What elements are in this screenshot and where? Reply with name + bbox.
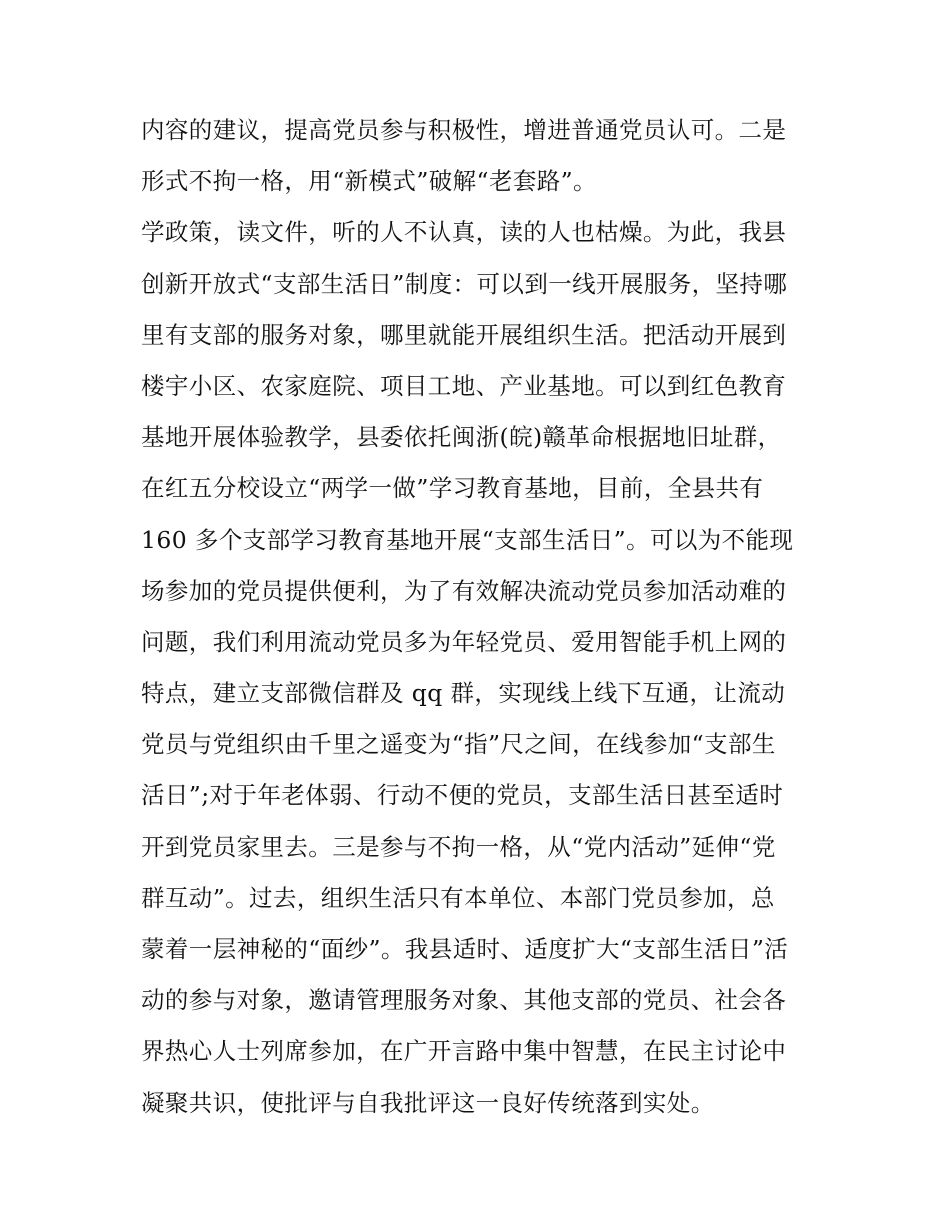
- text-line-7: 基地开展体验教学，县委依托闽浙(皖)赣革命根据地旧址群，: [141, 423, 782, 452]
- text-line-3: 学政策，读文件，听的人不认真，读的人也枯燥。为此，我县: [141, 218, 787, 247]
- text-line-8: 在红五分校设立“两学一做”学习教育基地，目前，全县共有: [141, 474, 764, 503]
- text-line-11: 问题，我们利用流动党员多为年轻党员、爱用智能手机上网的: [141, 627, 787, 656]
- text-line-2: 形式不拘一格，用“新模式”破解“老套路”。: [141, 167, 597, 196]
- text-line-20: 凝聚共识，使批评与自我批评这一良好传统落到实处。: [141, 1088, 715, 1117]
- text-line-17: 蒙着一层神秘的“面纱”。我县适时、适度扩大“支部生活日”活: [141, 935, 789, 963]
- text-line-13: 党员与党组织由千里之遥变为“指”尺之间，在线参加“支部生: [141, 730, 776, 759]
- text-line-14: 活日”;对于年老体弱、行动不便的党员，支部生活日甚至适时: [141, 781, 784, 810]
- body-text: [141, 105, 841, 1129]
- text-line-19: 界热心人士列席参加，在广开言路中集中智慧，在民主讨论中: [141, 1037, 787, 1066]
- text-line-9: 160 多个支部学习教育基地开展“支部生活日”。可以为不能现: [141, 525, 794, 554]
- text-line-1: 内容的建议，提高党员参与积极性，增进普通党员认可。二是: [141, 116, 787, 144]
- text-line-16: 群互动”。过去，组织生活只有本单位、本部门党员参加，总: [141, 883, 775, 912]
- text-line-15: 开到党员家里去。三是参与不拘一格，从“党内活动”延伸“党: [141, 832, 776, 861]
- text-line-18: 动的参与对象，邀请管理服务对象、其他支部的党员、社会各: [141, 986, 787, 1015]
- text-line-6: 楼宇小区、农家庭院、项目工地、产业基地。可以到红色教育: [141, 371, 787, 400]
- text-line-5: 里有支部的服务对象，哪里就能开展组织生活。把活动开展到: [141, 320, 787, 349]
- text-line-12: 特点，建立支部微信群及 qq 群，实现线上线下互通，让流动: [141, 679, 786, 708]
- text-line-10: 场参加的党员提供便利，为了有效解决流动党员参加活动难的: [141, 576, 787, 605]
- text-line-4: 创新开放式“支部生活日”制度：可以到一线开展服务，坚持哪: [141, 269, 788, 298]
